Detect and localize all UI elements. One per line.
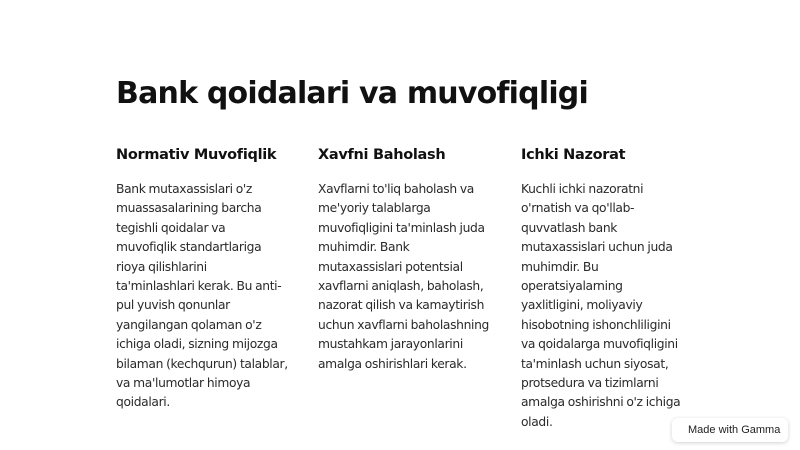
column-heading: Ichki Nazorat — [521, 147, 626, 163]
badge-label: Made with Gamma — [688, 424, 781, 436]
column-ichki-nazorat — [521, 145, 693, 432]
column-text: Bank mutaxassislari o'z muassasalarining barcha tegishli qoidalar va muvofiqlik standartlariga rioya qilishlarini ta'minlashlari kerak. Bu anti-pul yuvish qonunlar yangilangan qolaman o'z ichiga oladi, sizning mijozga bilaman (kechqurun) talablar, va ma'lumotlar himoya qoidalari. — [116, 182, 288, 410]
slide-title: Bank qoidalari va muvofiqligi — [116, 76, 588, 111]
column-text: Kuchli ichki nazoratni o'rnatish va qo'llab-quvvatlash bank mutaxassislari uchun juda muhimdir. Bu operatsiyalarning yaxlitligini, moliyaviy hisobotning ishonchliligini va qoidalarga muvofiqligini ta'minlash uchun siyosat, protsedura va tizimlarni amalga oshirishni o'z ichiga oladi. — [521, 182, 681, 429]
column-xavfni-baholash — [318, 145, 490, 374]
column-heading: Normativ Muvofiqlik — [116, 147, 277, 163]
made-with-gamma-badge[interactable] — [672, 418, 788, 442]
column-text: Xavflarni to'liq baholash va me'yoriy talablarga muvofiqligini ta'minlash juda muhimdir. Bank mutaxassislari potentsial xavflarni aniqlash, baholash, nazorat qilish va kamaytirish uchun xavflarni baholashning mustahkam jarayonlarini amalga oshirishlari kerak. — [318, 182, 489, 371]
column-normativ-muvofiqlik — [116, 145, 288, 413]
column-heading: Xavfni Baholash — [318, 147, 446, 163]
